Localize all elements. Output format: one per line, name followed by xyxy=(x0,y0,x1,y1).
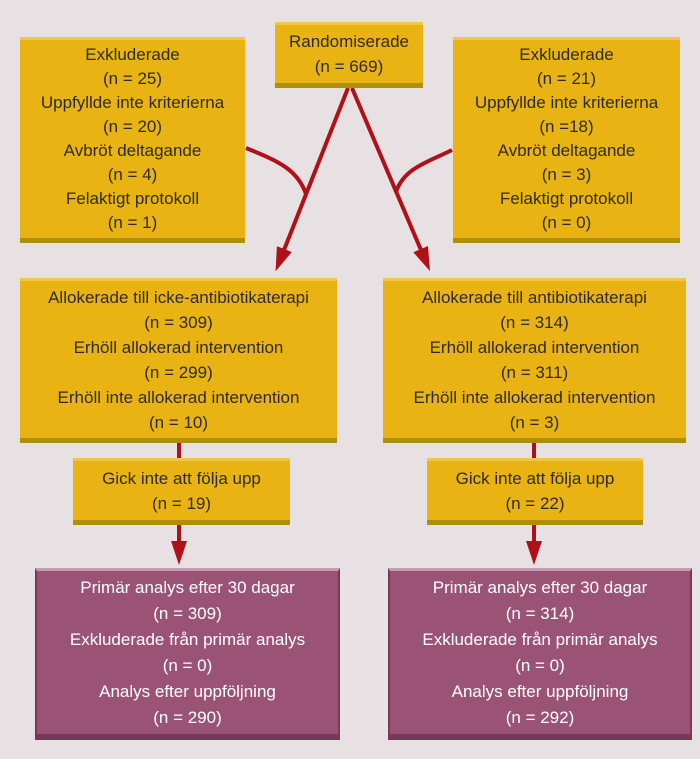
box-line: (n = 309) xyxy=(144,312,213,332)
box-line: (n = 669) xyxy=(314,57,384,76)
box-line: (n = 309) xyxy=(153,603,222,623)
box-analysis-right xyxy=(388,568,692,740)
box-allocated-right xyxy=(383,278,686,443)
box-line: Analys efter uppföljning xyxy=(451,681,629,701)
box-line: Allokerade till icke-antibiotikaterapi xyxy=(48,287,309,307)
box-line: Exkluderade xyxy=(519,45,614,64)
box-line: Primär analys efter 30 dagar xyxy=(80,577,295,597)
box-line: (n = 21) xyxy=(536,69,597,88)
box-allocated-left xyxy=(20,278,337,443)
box-analysis-left xyxy=(35,568,340,740)
box-randomized xyxy=(275,22,423,88)
box-excluded-right xyxy=(453,37,680,243)
box-line: Uppfyllde inte kriterierna xyxy=(474,93,659,112)
arrow-branch-to-excluded-left xyxy=(246,148,306,194)
box-line: Uppfyllde inte kriterierna xyxy=(40,93,225,112)
box-line: (n = 22) xyxy=(505,493,565,513)
box-excluded-left xyxy=(20,37,245,243)
box-line: Randomiserade xyxy=(288,32,409,51)
box-line: Primär analys efter 30 dagar xyxy=(432,577,648,597)
box-line: Erhöll inte allokerad intervention xyxy=(57,387,300,407)
box-line: (n = 299) xyxy=(144,362,213,382)
box-line: (n = 19) xyxy=(151,493,212,513)
box-line: Exkluderade från primär analys xyxy=(422,629,658,649)
box-line: Exkluderade xyxy=(85,45,180,64)
box-line: (n =18) xyxy=(539,117,594,136)
box-line: Erhöll allokerad intervention xyxy=(429,337,640,357)
box-line: Allokerade till antibiotikaterapi xyxy=(422,287,647,307)
box-followup-right xyxy=(427,458,643,525)
box-line: (n = 4) xyxy=(107,165,158,184)
box-line: (n = 0) xyxy=(162,655,213,675)
box-line: Analys efter uppföljning xyxy=(99,681,276,701)
box-line: (n = 314) xyxy=(500,312,569,332)
box-line: Felaktigt protokoll xyxy=(499,189,634,208)
box-line: (n = 25) xyxy=(102,69,163,88)
arrow-branch-to-excluded-right xyxy=(396,150,452,192)
box-line: Avbröt deltagande xyxy=(63,141,202,160)
box-line: (n = 290) xyxy=(153,707,222,727)
box-line: Avbröt deltagande xyxy=(497,141,636,160)
box-line: (n = 314) xyxy=(505,603,575,623)
box-line: (n = 0) xyxy=(515,655,565,675)
box-line: Gick inte att följa upp xyxy=(102,468,261,488)
box-line: (n = 311) xyxy=(500,362,569,382)
arrow-randomized-to-allocated-right xyxy=(352,88,421,250)
box-line: (n = 20) xyxy=(102,117,163,136)
box-line: (n = 3) xyxy=(509,412,560,432)
box-line: Erhöll allokerad intervention xyxy=(73,337,284,357)
box-line: (n = 1) xyxy=(107,213,158,232)
box-line: Erhöll inte allokerad intervention xyxy=(413,387,656,407)
box-followup-left xyxy=(73,458,290,525)
arrow-randomized-to-allocated-left xyxy=(284,88,348,250)
box-line: (n = 292) xyxy=(505,707,575,727)
box-line: (n = 10) xyxy=(148,412,209,432)
box-line: Felaktigt protokoll xyxy=(65,189,200,208)
box-line: (n = 3) xyxy=(541,165,592,184)
box-line: Gick inte att följa upp xyxy=(455,468,615,488)
box-line: (n = 0) xyxy=(541,213,592,232)
box-line: Exkluderade från primär analys xyxy=(69,629,306,649)
